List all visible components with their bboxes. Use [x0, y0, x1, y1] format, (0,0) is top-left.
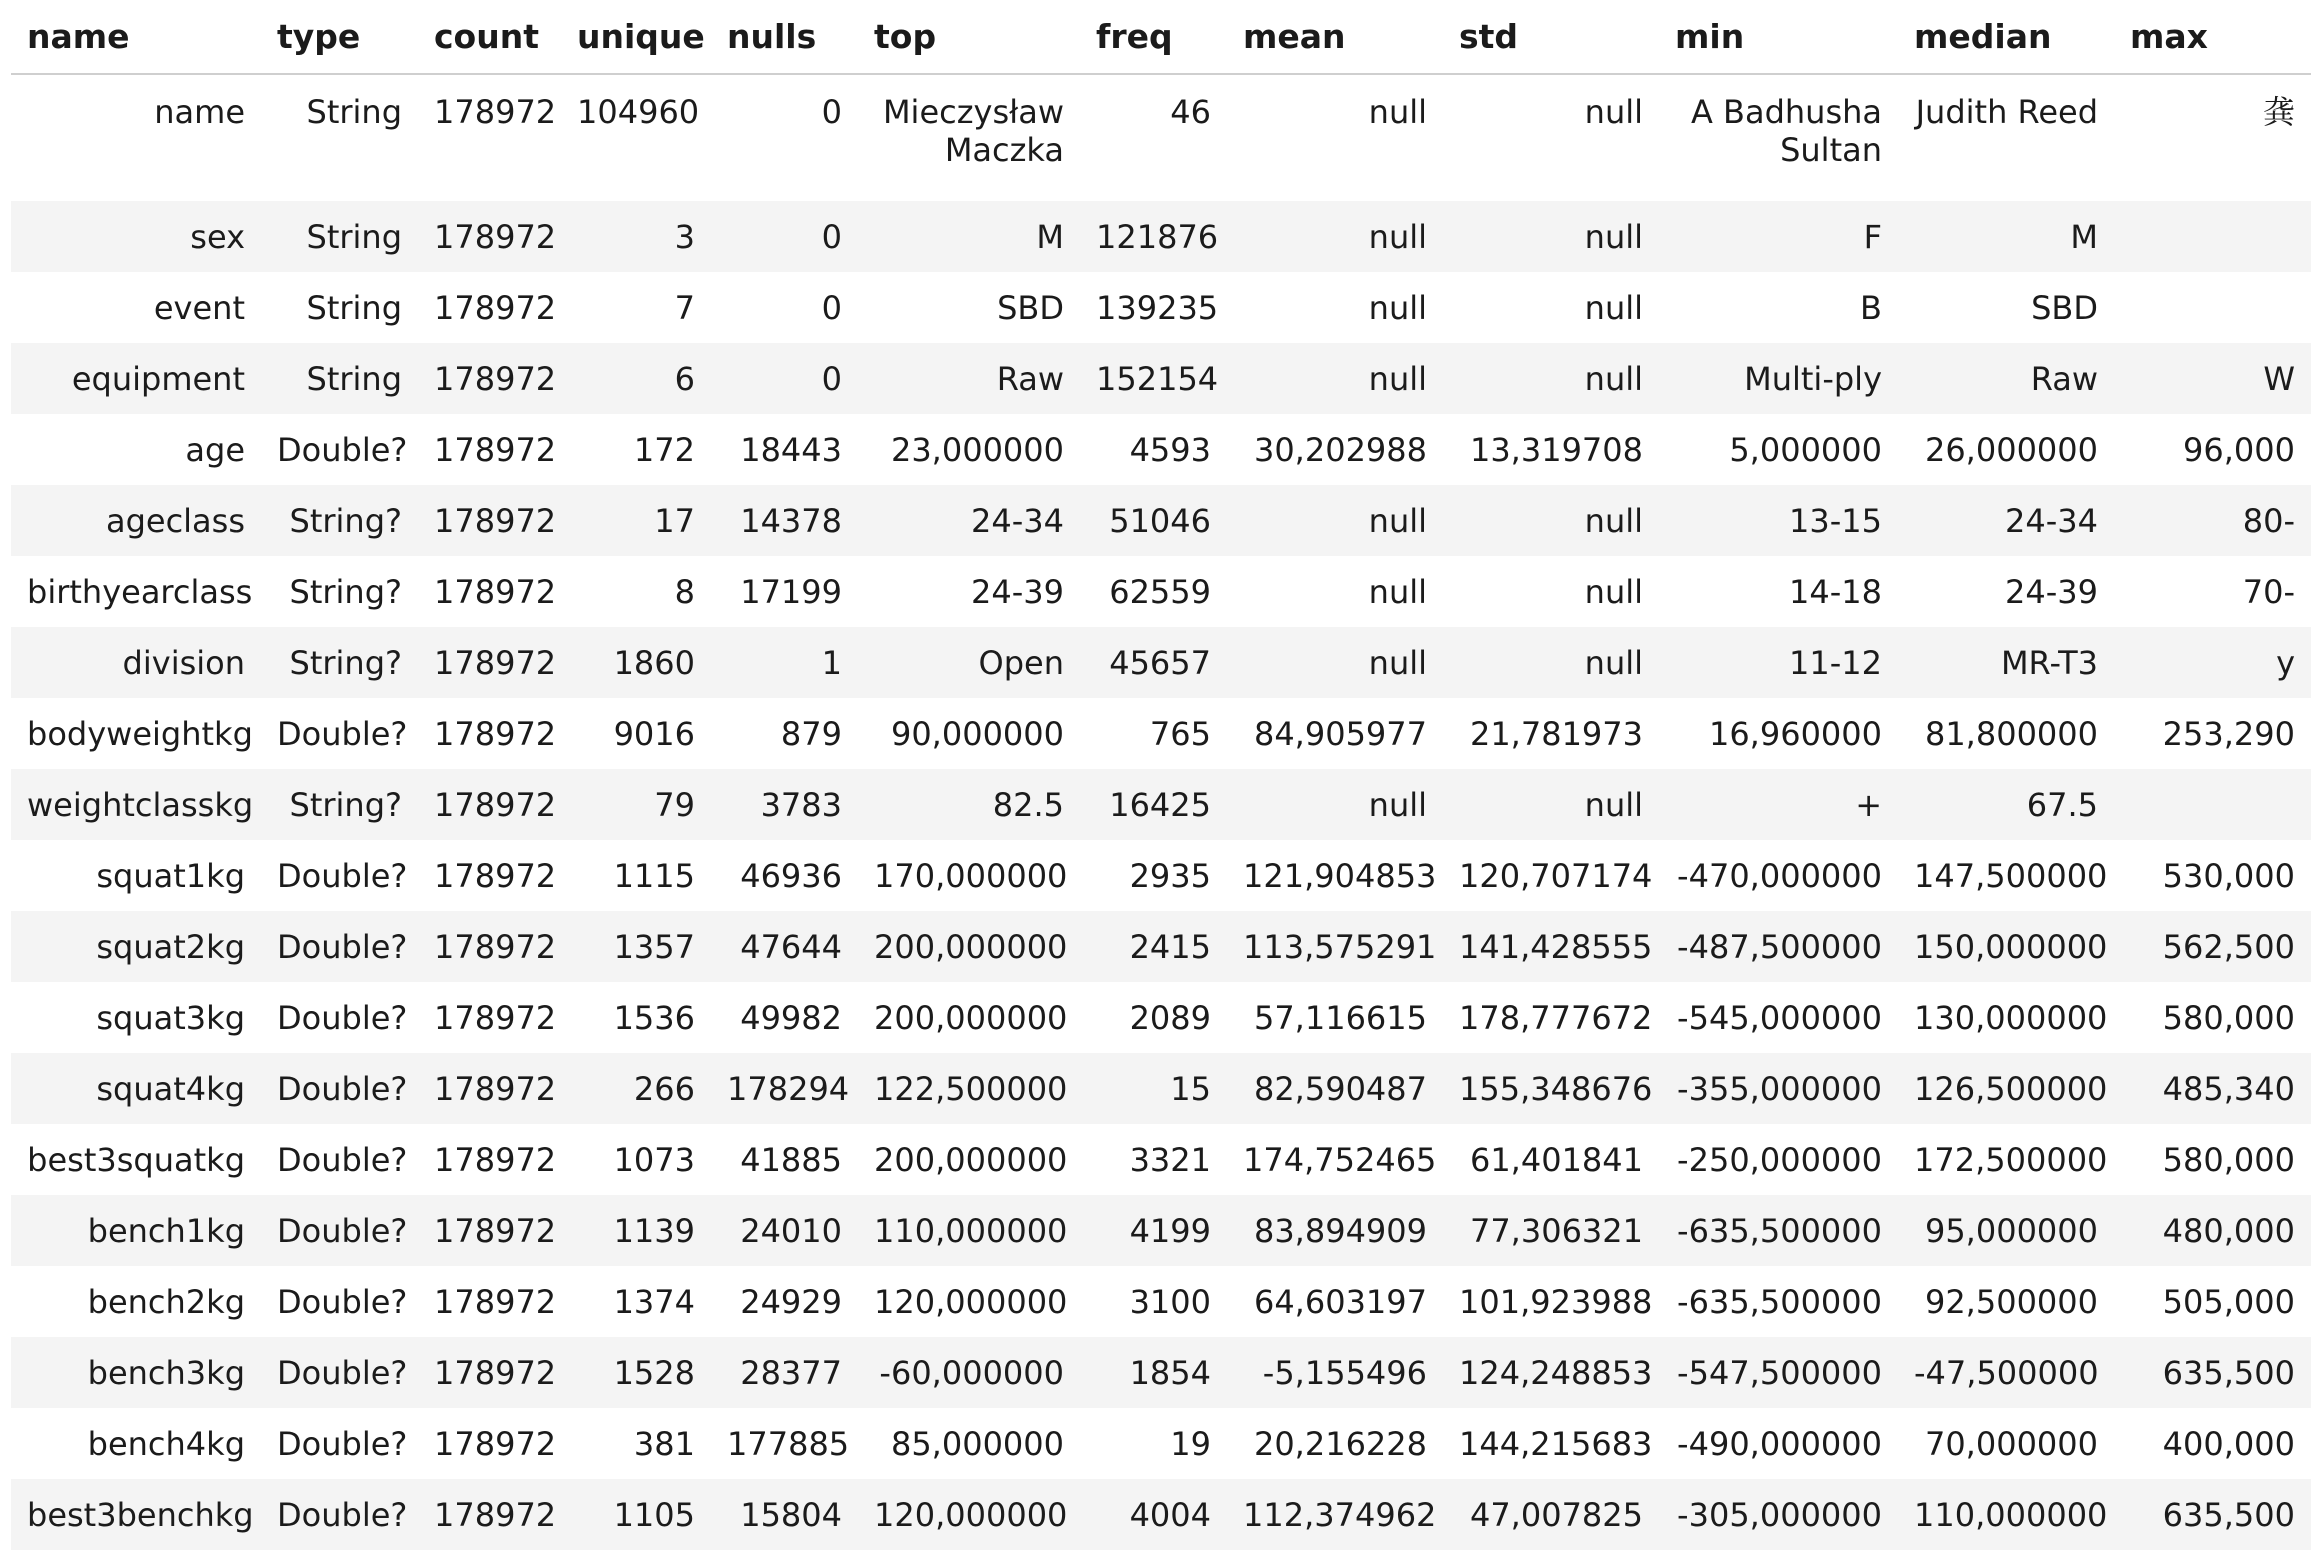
table-cell-nulls: 24929	[740, 1282, 842, 1321]
table-cell-nulls: 18443	[740, 430, 842, 469]
table-cell-std: null	[1443, 343, 1659, 414]
table-cell-min: 14-18	[1789, 572, 1882, 611]
row-label: squat1kg	[96, 856, 245, 895]
table-cell-unique: 17	[561, 485, 711, 556]
table-cell-std: null	[1584, 288, 1643, 327]
table-cell-count: 178972	[434, 1282, 557, 1321]
table-cell-median: SBD	[2031, 288, 2098, 327]
table-cell-type: Double?	[277, 1282, 408, 1321]
column-header-name[interactable]: name	[11, 0, 261, 74]
table-cell-unique: 1374	[613, 1282, 695, 1321]
table-cell-top: 90,000000	[890, 714, 1064, 753]
table-cell-max: 562,500	[2114, 911, 2311, 982]
table-cell-nulls: 17199	[740, 572, 842, 611]
table-cell-mean: 84,905977	[1253, 714, 1427, 753]
row-label: bench2kg	[87, 1282, 245, 1321]
column-header-median[interactable]: median	[1898, 0, 2114, 74]
table-cell-type: Double?	[277, 856, 408, 895]
row-label: squat4kg	[11, 1053, 261, 1124]
table-cell-nulls: 46936	[740, 856, 842, 895]
table-cell-max: 龚	[2262, 93, 2295, 131]
table-cell-mean: 112,374962	[1227, 1479, 1443, 1550]
table-row	[11, 272, 2311, 343]
table-cell-std: 61,401841	[1469, 1140, 1643, 1179]
table-cell-median: 147,500000	[1914, 856, 2108, 895]
column-header-max[interactable]: max	[2114, 0, 2311, 74]
table-cell-mean: 30,202988	[1253, 430, 1427, 469]
table-row	[11, 414, 2311, 485]
row-label: event	[153, 288, 245, 327]
table-cell-median: 92,500000	[1924, 1282, 2098, 1321]
table-cell-mean: null	[1227, 627, 1443, 698]
table-row	[11, 556, 2311, 627]
table-cell-type: Double?	[261, 1479, 418, 1550]
table-row	[11, 201, 2311, 272]
table-cell-freq: 3321	[1129, 1140, 1211, 1179]
table-cell-count: 178972	[434, 714, 557, 753]
table-cell-count: 178972	[418, 1195, 561, 1266]
table-cell-median: 26,000000	[1924, 430, 2098, 469]
table-row	[11, 1124, 2311, 1195]
table-row	[11, 627, 2311, 698]
table-cell-mean: 83,894909	[1227, 1195, 1443, 1266]
table-cell-min: -487,500000	[1659, 911, 1898, 982]
table-cell-min: 16,960000	[1708, 714, 1882, 753]
table-row	[11, 769, 2311, 840]
table-cell-type: Double?	[277, 430, 408, 469]
table-cell-nulls: 47644	[711, 911, 858, 982]
table-cell-std: 141,428555	[1443, 911, 1659, 982]
table-cell-top: 24-39	[971, 572, 1064, 611]
table-cell-count: 178972	[434, 1424, 557, 1463]
table-cell-min: 5,000000	[1729, 430, 1882, 469]
table-cell-max: y	[2114, 627, 2311, 698]
table-row	[11, 74, 2311, 201]
table-cell-freq: 19	[1170, 1424, 1211, 1463]
table-cell-type: String	[306, 288, 402, 327]
table-cell-unique: 1105	[561, 1479, 711, 1550]
table-cell-nulls: 3783	[711, 769, 858, 840]
table-cell-mean: null	[1368, 93, 1427, 131]
table-row	[11, 485, 2311, 556]
table-cell-mean: null	[1227, 201, 1443, 272]
table-row	[11, 982, 2311, 1053]
table-cell-top: 122,500000	[858, 1053, 1080, 1124]
table-cell-top: -60,000000	[858, 1337, 1080, 1408]
table-row	[11, 911, 2311, 982]
table-cell-median: 150,000000	[1898, 911, 2114, 982]
row-label: birthyearclass	[27, 572, 253, 611]
table-cell-type: String	[261, 343, 418, 414]
column-header-type[interactable]: type	[261, 0, 418, 74]
table-cell-freq: 765	[1149, 714, 1211, 753]
table-cell-unique: 1115	[613, 856, 695, 895]
table-cell-nulls: 0	[821, 288, 842, 327]
column-header-count[interactable]: count	[418, 0, 561, 74]
table-cell-unique: 1860	[561, 627, 711, 698]
table-cell-freq: 2415	[1080, 911, 1227, 982]
table-cell-count: 178972	[434, 288, 557, 327]
table-cell-std: 101,923988	[1459, 1282, 1653, 1321]
table-cell-median: 24-34	[1898, 485, 2114, 556]
table-cell-min: -355,000000	[1659, 1053, 1898, 1124]
table-cell-max: 635,500	[2114, 1479, 2311, 1550]
table-cell-std: 124,248853	[1443, 1337, 1659, 1408]
row-label: bench4kg	[87, 1424, 245, 1463]
table-cell-nulls: 49982	[740, 998, 842, 1037]
table-cell-freq: 2935	[1129, 856, 1211, 895]
row-label: bodyweightkg	[27, 714, 253, 753]
table-cell-unique: 6	[561, 343, 711, 414]
column-header-mean[interactable]: mean	[1227, 0, 1443, 74]
table-cell-nulls: 0	[711, 201, 858, 272]
table-cell-min: A Badhusha Sultan	[1690, 93, 1882, 169]
table-cell-nulls: 15804	[711, 1479, 858, 1550]
table-cell-median: 126,500000	[1898, 1053, 2114, 1124]
row-label: bench3kg	[11, 1337, 261, 1408]
table-cell-top: 120,000000	[858, 1479, 1080, 1550]
table-cell-min: 11-12	[1659, 627, 1898, 698]
table-cell-freq: 4593	[1129, 430, 1211, 469]
table-cell-std: null	[1584, 93, 1643, 131]
row-label: equipment	[11, 343, 261, 414]
table-cell-count: 178972	[434, 93, 557, 131]
table-cell-median: -47,500000	[1898, 1337, 2114, 1408]
column-header-nulls[interactable]: nulls	[711, 0, 858, 74]
table-cell-std: 178,777672	[1459, 998, 1653, 1037]
table-cell-mean: null	[1368, 288, 1427, 327]
row-label: name	[154, 93, 245, 131]
table-cell-min: +	[1659, 769, 1898, 840]
table-cell-max: 70-	[2242, 572, 2295, 611]
table-cell-type: String?	[261, 769, 418, 840]
table-cell-median: M	[1898, 201, 2114, 272]
table-cell-std: null	[1443, 485, 1659, 556]
column-header-min[interactable]: min	[1659, 0, 1898, 74]
table-cell-min: -635,500000	[1659, 1195, 1898, 1266]
table-cell-top: 200,000000	[874, 998, 1068, 1037]
column-header-top[interactable]: top	[858, 0, 1080, 74]
row-label: weightclasskg	[11, 769, 261, 840]
table-body	[11, 74, 2311, 1550]
row-label: best3benchkg	[11, 1479, 261, 1550]
table-cell-unique: 172	[633, 430, 695, 469]
column-header-unique[interactable]: unique	[561, 0, 711, 74]
table-cell-median: Judith Reed	[1915, 93, 2098, 131]
table-cell-min: -250,000000	[1677, 1140, 1882, 1179]
table-cell-freq: 15	[1080, 1053, 1227, 1124]
row-label: best3squatkg	[27, 1140, 245, 1179]
table-cell-min: -305,000000	[1659, 1479, 1898, 1550]
table-cell-type: Double?	[277, 998, 408, 1037]
table-cell-top: 82.5	[858, 769, 1080, 840]
table-cell-freq: 16425	[1080, 769, 1227, 840]
table-cell-freq: 4199	[1080, 1195, 1227, 1266]
table-cell-unique: 3	[561, 201, 711, 272]
table-cell-nulls: 1	[711, 627, 858, 698]
table-cell-max: 480,000	[2114, 1195, 2311, 1266]
table-cell-unique: 79	[561, 769, 711, 840]
table-cell-freq: 51046	[1080, 485, 1227, 556]
table-cell-type: String?	[261, 485, 418, 556]
table-row	[11, 840, 2311, 911]
table-cell-nulls: 177885	[727, 1424, 850, 1463]
table-cell-count: 178972	[434, 856, 557, 895]
table-cell-std: 13,319708	[1469, 430, 1643, 469]
table-row	[11, 698, 2311, 769]
row-label: squat3kg	[96, 998, 245, 1037]
table-cell-median: 110,000000	[1898, 1479, 2114, 1550]
header-row	[11, 0, 2311, 74]
table-cell-mean: -5,155496	[1227, 1337, 1443, 1408]
table-cell-type: Double?	[261, 1337, 418, 1408]
table-cell-count: 178972	[434, 430, 557, 469]
row-label: sex	[11, 201, 261, 272]
table-row	[11, 1408, 2311, 1479]
table-cell-std: 47,007825	[1443, 1479, 1659, 1550]
table-cell-freq: 62559	[1109, 572, 1211, 611]
table-cell-top: 170,000000	[874, 856, 1068, 895]
table-cell-freq: 4004	[1080, 1479, 1227, 1550]
table-cell-count: 178972	[434, 572, 557, 611]
table-cell-mean: 64,603197	[1253, 1282, 1427, 1321]
table-cell-mean: null	[1227, 769, 1443, 840]
table-cell-type: String	[306, 93, 402, 131]
table-cell-top: 200,000000	[858, 911, 1080, 982]
column-header-std[interactable]: std	[1443, 0, 1659, 74]
table-cell-max	[2114, 201, 2311, 272]
table-row	[11, 1266, 2311, 1337]
table-cell-top: 110,000000	[858, 1195, 1080, 1266]
table-cell-nulls: 24010	[711, 1195, 858, 1266]
table-cell-min: -470,000000	[1677, 856, 1882, 895]
table-cell-std: null	[1443, 627, 1659, 698]
table-cell-min: -490,000000	[1677, 1424, 1882, 1463]
table-cell-top: 85,000000	[890, 1424, 1064, 1463]
table-cell-max: 530,000	[2162, 856, 2295, 895]
table-cell-median: Raw	[1898, 343, 2114, 414]
table-cell-max: 96,000	[2183, 430, 2295, 469]
table-cell-median: 81,800000	[1924, 714, 2098, 753]
table-cell-max: 253,290	[2162, 714, 2295, 753]
table-cell-max	[2114, 769, 2311, 840]
table-cell-min: 13-15	[1659, 485, 1898, 556]
table-cell-std: 144,215683	[1459, 1424, 1653, 1463]
table-cell-max	[2114, 272, 2311, 343]
table-cell-max: 580,000	[2162, 998, 2295, 1037]
table-cell-mean: 57,116615	[1253, 998, 1427, 1037]
table-cell-top: Open	[858, 627, 1080, 698]
row-label: bench1kg	[11, 1195, 261, 1266]
table-cell-count: 178972	[418, 1053, 561, 1124]
table-cell-mean: 121,904853	[1243, 856, 1437, 895]
table-cell-std: null	[1584, 572, 1643, 611]
table-cell-nulls: 879	[780, 714, 842, 753]
table-cell-max: 580,000	[2162, 1140, 2295, 1179]
row-label: age	[185, 430, 245, 469]
table-cell-unique: 104960	[577, 93, 700, 131]
table-cell-type: String?	[289, 572, 402, 611]
table-cell-unique: 1073	[613, 1140, 695, 1179]
table-cell-median: MR-T3	[1898, 627, 2114, 698]
table-cell-unique: 1536	[613, 998, 695, 1037]
table-cell-type: String	[261, 201, 418, 272]
table-cell-std: 21,781973	[1469, 714, 1643, 753]
table-cell-top: 23,000000	[890, 430, 1064, 469]
table-cell-nulls: 0	[821, 93, 842, 131]
table-cell-nulls: 14378	[711, 485, 858, 556]
table-cell-std: null	[1443, 769, 1659, 840]
table-cell-min: -545,000000	[1677, 998, 1882, 1037]
table-row	[11, 1195, 2311, 1266]
table-cell-unique: 8	[674, 572, 695, 611]
table-cell-freq: 46	[1170, 93, 1211, 131]
table-cell-top: Raw	[858, 343, 1080, 414]
table-cell-unique: 1357	[561, 911, 711, 982]
table-cell-count: 178972	[418, 201, 561, 272]
table-cell-max: W	[2114, 343, 2311, 414]
table-cell-count: 178972	[418, 343, 561, 414]
table-header	[11, 0, 2311, 74]
table-cell-count: 178972	[434, 998, 557, 1037]
table-cell-max: 400,000	[2162, 1424, 2295, 1463]
table-cell-nulls: 41885	[740, 1140, 842, 1179]
table-cell-nulls: 28377	[711, 1337, 858, 1408]
table-cell-unique: 1139	[561, 1195, 711, 1266]
table-cell-top: M	[858, 201, 1080, 272]
table-cell-min: B	[1860, 288, 1882, 327]
table-cell-mean: 113,575291	[1227, 911, 1443, 982]
table-row	[11, 1337, 2311, 1408]
table-cell-unique: 9016	[613, 714, 695, 753]
table-cell-min: -635,500000	[1677, 1282, 1882, 1321]
table-row	[11, 1053, 2311, 1124]
row-label: division	[11, 627, 261, 698]
table-cell-median: 130,000000	[1914, 998, 2108, 1037]
table-cell-count: 178972	[418, 1479, 561, 1550]
table-cell-median: 70,000000	[1924, 1424, 2098, 1463]
table-cell-type: Double?	[261, 1195, 418, 1266]
table-cell-min: Multi-ply	[1659, 343, 1898, 414]
table-cell-mean: 174,752465	[1243, 1140, 1437, 1179]
table-cell-freq: 3100	[1129, 1282, 1211, 1321]
table-cell-freq: 121876	[1080, 201, 1227, 272]
table-cell-max: 485,340	[2114, 1053, 2311, 1124]
table-cell-mean: null	[1368, 572, 1427, 611]
table-cell-std: 120,707174	[1459, 856, 1653, 895]
table-cell-type: Double?	[261, 1053, 418, 1124]
table-cell-count: 178972	[418, 1337, 561, 1408]
table-cell-median: 67.5	[1898, 769, 2114, 840]
table-cell-mean: null	[1227, 343, 1443, 414]
table-cell-freq: 152154	[1080, 343, 1227, 414]
table-cell-top: 24-34	[858, 485, 1080, 556]
table-cell-freq: 2089	[1129, 998, 1211, 1037]
table-cell-max: 80-	[2114, 485, 2311, 556]
table-row	[11, 343, 2311, 414]
table-cell-mean: 82,590487	[1227, 1053, 1443, 1124]
table-cell-top: SBD	[997, 288, 1064, 327]
describe-table	[11, 0, 2311, 1550]
table-cell-type: Double?	[261, 911, 418, 982]
table-cell-mean: null	[1227, 485, 1443, 556]
table-cell-freq: 45657	[1080, 627, 1227, 698]
table-cell-mean: 20,216228	[1253, 1424, 1427, 1463]
table-cell-count: 178972	[418, 485, 561, 556]
table-cell-min: F	[1659, 201, 1898, 272]
table-cell-median: 95,000000	[1898, 1195, 2114, 1266]
table-cell-std: 77,306321	[1443, 1195, 1659, 1266]
table-cell-count: 178972	[418, 911, 561, 982]
table-cell-median: 172,500000	[1914, 1140, 2108, 1179]
table-cell-max: 635,500	[2114, 1337, 2311, 1408]
table-cell-type: String?	[261, 627, 418, 698]
row-label: ageclass	[11, 485, 261, 556]
table-cell-unique: 266	[561, 1053, 711, 1124]
table-cell-count: 178972	[418, 769, 561, 840]
column-header-freq[interactable]: freq	[1080, 0, 1227, 74]
table-cell-nulls: 178294	[711, 1053, 858, 1124]
table-cell-count: 178972	[434, 1140, 557, 1179]
table-cell-freq: 139235	[1096, 288, 1219, 327]
table-cell-top: 200,000000	[874, 1140, 1068, 1179]
table-cell-std: 155,348676	[1443, 1053, 1659, 1124]
table-row	[11, 1479, 2311, 1550]
table-cell-unique: 7	[674, 288, 695, 327]
table-cell-unique: 1528	[561, 1337, 711, 1408]
table-cell-count: 178972	[418, 627, 561, 698]
table-cell-min: -547,500000	[1659, 1337, 1898, 1408]
table-cell-type: Double?	[277, 1424, 408, 1463]
table-cell-type: Double?	[277, 1140, 408, 1179]
table-cell-unique: 381	[633, 1424, 695, 1463]
table-cell-top: 120,000000	[874, 1282, 1068, 1321]
table-cell-median: 24-39	[2005, 572, 2098, 611]
table-cell-freq: 1854	[1080, 1337, 1227, 1408]
table-cell-nulls: 0	[711, 343, 858, 414]
table-cell-top: Mieczysław Maczka	[882, 93, 1064, 169]
table-cell-std: null	[1443, 201, 1659, 272]
row-label: squat2kg	[11, 911, 261, 982]
table-cell-type: Double?	[277, 714, 408, 753]
table-cell-max: 505,000	[2162, 1282, 2295, 1321]
